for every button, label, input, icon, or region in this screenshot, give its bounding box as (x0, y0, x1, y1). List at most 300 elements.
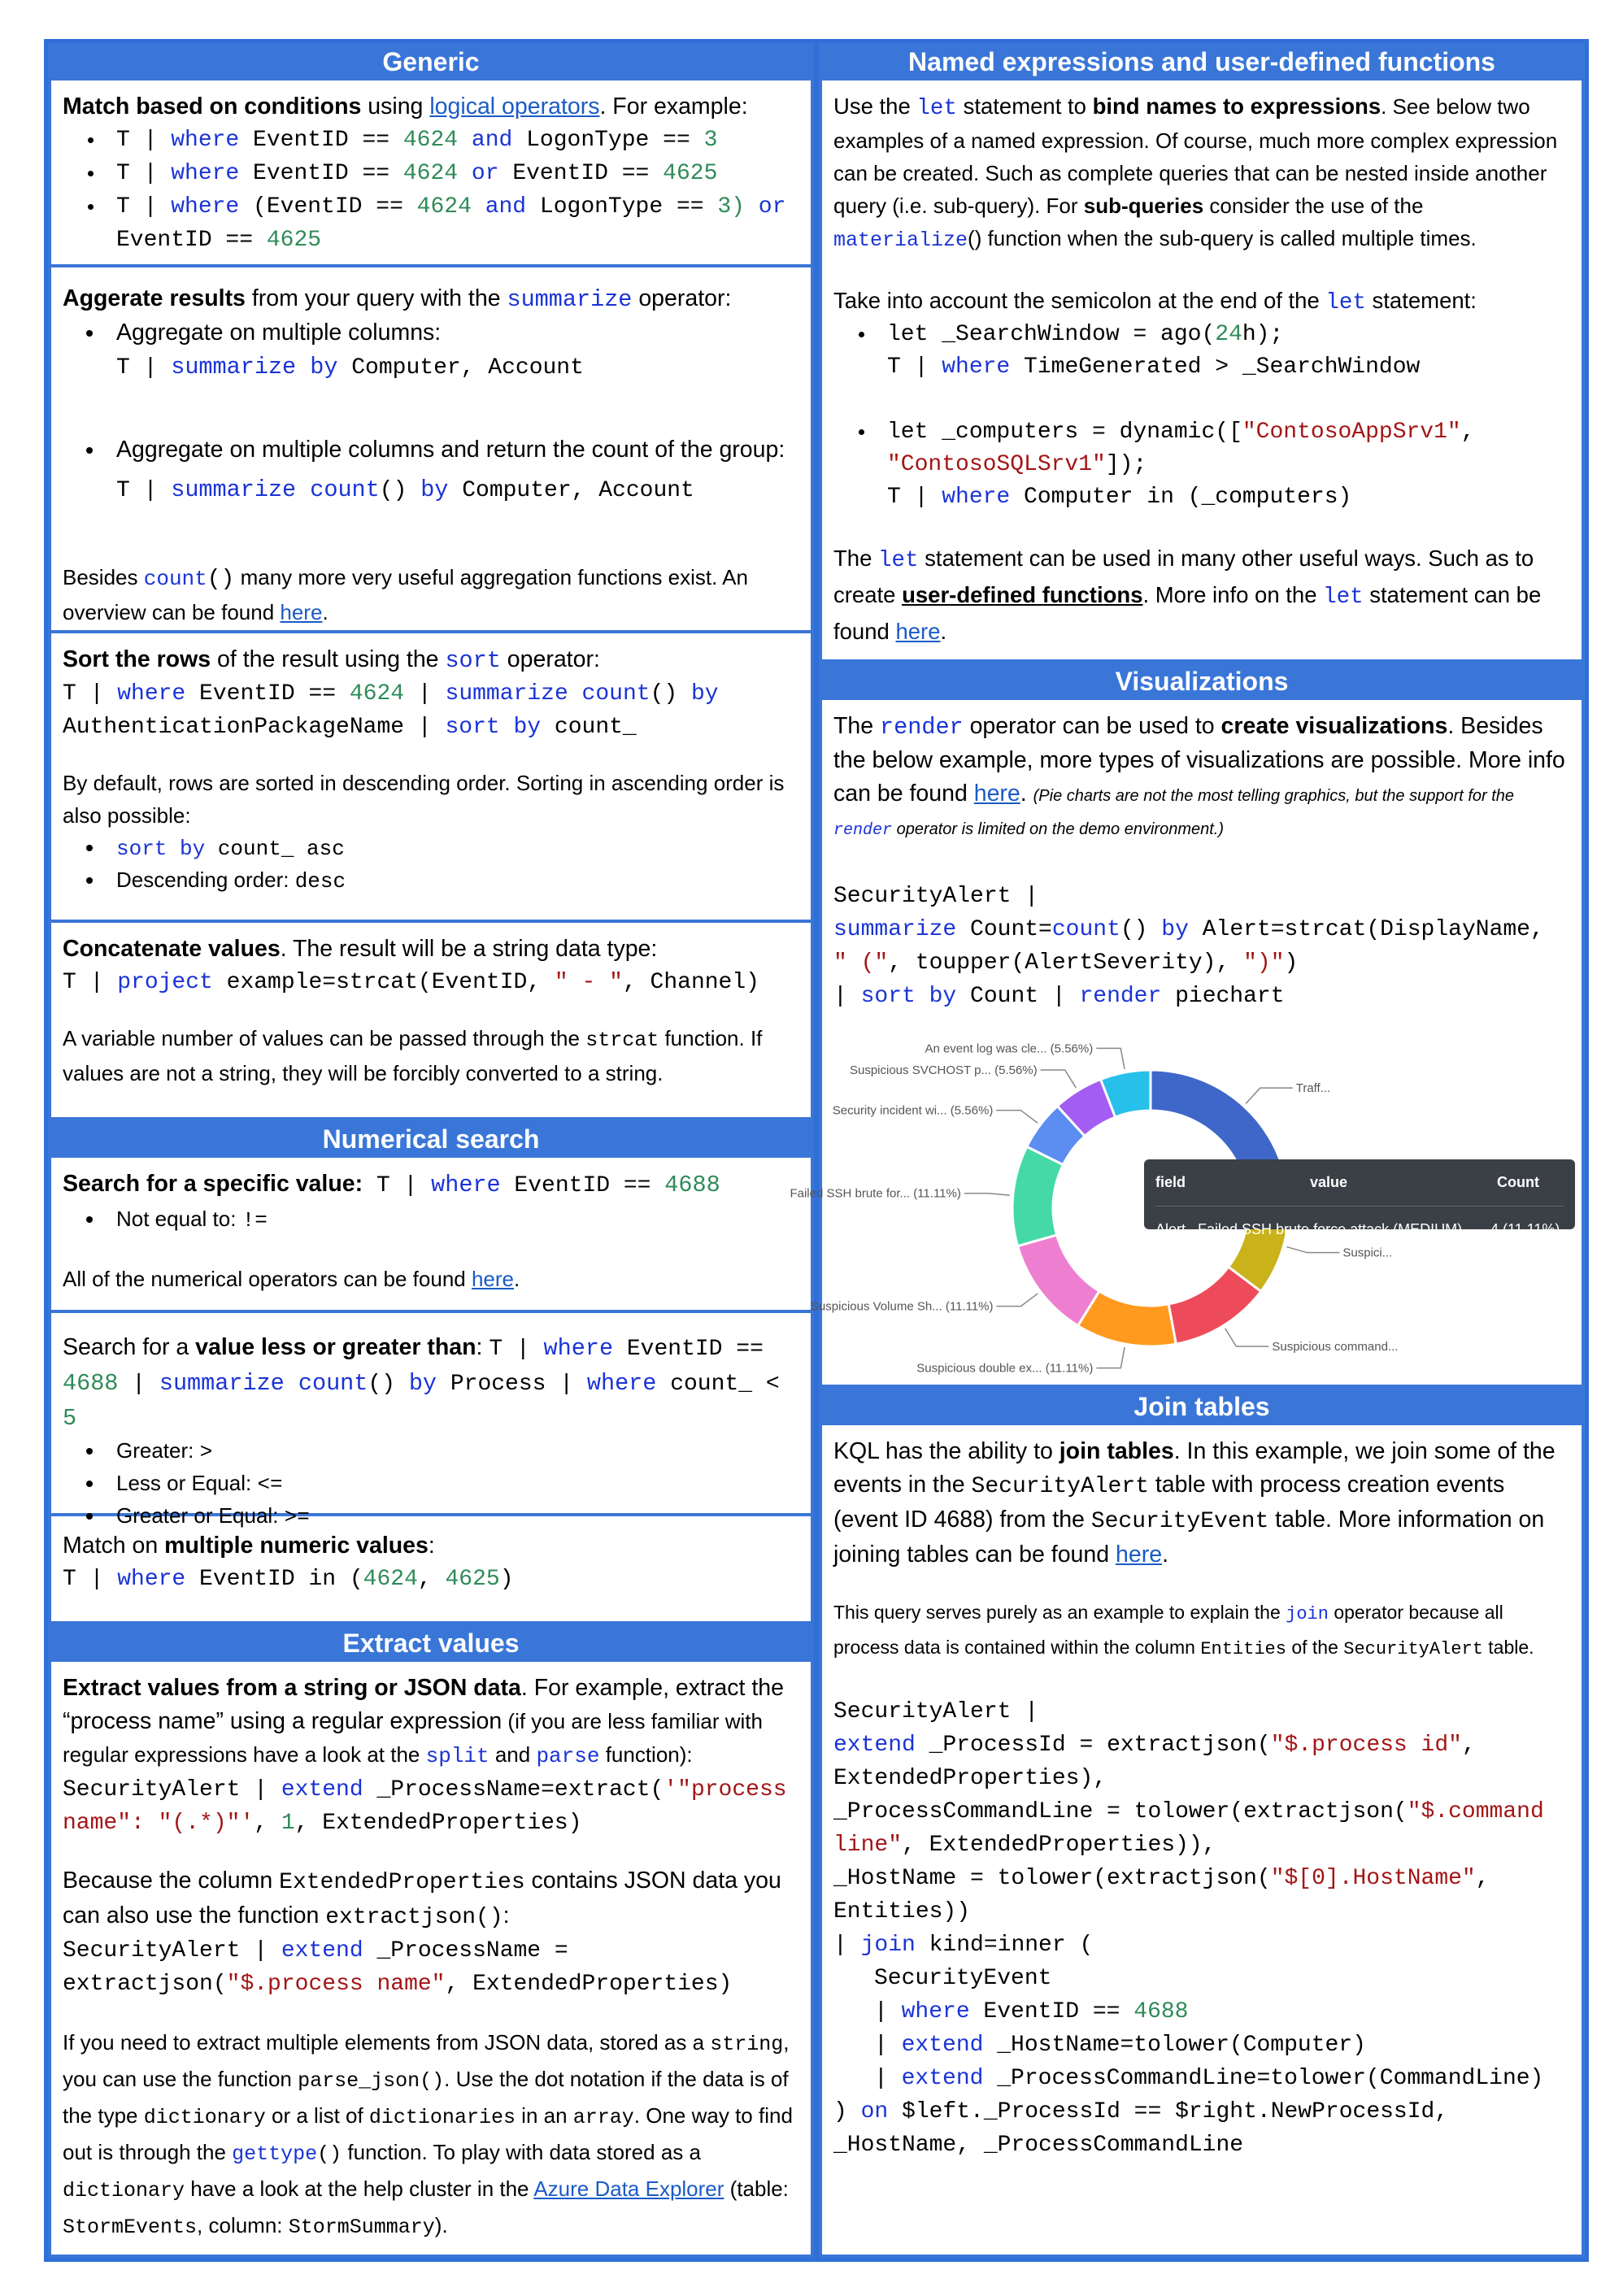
code: dictionaries (368, 2105, 516, 2129)
chart-tooltip (1144, 1159, 1575, 1237)
kw: where (117, 681, 186, 707)
num: 4624 (416, 194, 472, 220)
kw: by (690, 681, 719, 707)
code: | (118, 1372, 159, 1398)
named-p3 (833, 541, 1570, 649)
code: T | (116, 478, 172, 503)
let-statement-link[interactable]: here (895, 619, 941, 644)
azure-data-explorer-link[interactable]: Azure Data Explorer (533, 2176, 724, 2201)
kw: let (1325, 290, 1366, 315)
code: SecurityAlert | (833, 884, 1039, 909)
kw: extend (901, 2066, 984, 2091)
pie-leader-line (996, 1111, 1038, 1124)
note: (Pie charts are not the most telling graphics, but the support for the (1033, 787, 1515, 805)
multi-lead: multiple numeric values (164, 1533, 429, 1559)
text: This query serves purely as an example to explain the (833, 1602, 1286, 1623)
text: Greater: (116, 1438, 200, 1463)
code: T | (116, 355, 172, 380)
pie-leader-line (996, 1294, 1038, 1307)
text: . More info on the (1142, 582, 1324, 607)
aggregate-lead: Aggerate results (63, 285, 246, 311)
code: piechart (1161, 984, 1285, 1009)
code: SecurityEvent (874, 1966, 1052, 1991)
text: Take into account the semicolon at the end of the (833, 288, 1326, 313)
code: (EventID == (239, 194, 417, 220)
code: extractjson( (63, 1971, 227, 1997)
code: , toupper(AlertSeverity), (888, 950, 1244, 976)
text: or a list of (265, 2102, 369, 2128)
str: "$.process id" (1270, 1733, 1462, 1758)
kw: materialize (833, 228, 968, 252)
text: consider the use of the (1203, 194, 1424, 218)
code: EventID == (613, 1337, 764, 1363)
code: _ProcessCommandLine = tolower(extractjson( (833, 1799, 1408, 1824)
str: "$.process name" (226, 1971, 446, 1997)
code: T | (116, 128, 172, 153)
kw: summarize count (159, 1370, 368, 1398)
kw: let (1323, 585, 1364, 610)
kw: where (586, 1370, 657, 1398)
code: | (874, 1999, 902, 2024)
aggregate-item-2 (105, 430, 799, 511)
kw: let (916, 96, 957, 121)
code: EventID == (500, 1173, 665, 1199)
pie-leader-line (1286, 1247, 1339, 1253)
pie-leader-line (1041, 1070, 1077, 1088)
code: T | (63, 681, 118, 707)
note: operator is limited on the demo environment.) (892, 820, 1224, 838)
num: 4624 (363, 1567, 418, 1593)
str: "ContosoAppSrv1" (1242, 420, 1461, 445)
num: 4625 (266, 228, 322, 253)
code: T | (887, 354, 942, 380)
code: _HostName = tolower(extractjson( (833, 1866, 1271, 1891)
str: ")" (1243, 950, 1285, 976)
kw: render (833, 821, 893, 840)
pie-leader-line (1096, 1347, 1125, 1368)
kw: where (543, 1335, 614, 1363)
code: , ExtendedProperties)), (902, 1833, 1216, 1858)
code: | (833, 1933, 861, 1958)
code: _HostName=tolower(Computer) (983, 2033, 1366, 2058)
join-p2 (833, 1596, 1570, 1666)
code: EventID == (239, 128, 403, 153)
code: Computer, Account (337, 355, 584, 380)
text: function. If values are not a string, they will be forcibly converted to a string. (63, 1025, 763, 1085)
kw: extend (281, 1937, 363, 1963)
range-box (48, 1313, 814, 1530)
code: dictionary (143, 2105, 266, 2129)
code: , ExtendedProperties) (445, 1971, 733, 1997)
match-lead-rest: using (361, 93, 430, 120)
kw: and (458, 128, 513, 153)
code: example=strcat(EventID, (212, 969, 555, 995)
code: () (1120, 917, 1162, 942)
kw: extend (281, 1776, 363, 1802)
text: Use the (833, 93, 917, 119)
text: statement can be used in many other useful ways. Such as to create (833, 546, 1534, 607)
text: . (514, 1267, 520, 1292)
pie-leader-line (1225, 1328, 1269, 1346)
code: | (833, 984, 861, 1009)
str: "$[0].HostName" (1270, 1866, 1476, 1891)
text: table. (1482, 1637, 1534, 1658)
code: >= (284, 1505, 310, 1530)
text: . For example, extract the “process name” using a regular expression (63, 1674, 784, 1734)
str: "$.command (1407, 1799, 1544, 1824)
str: " (" (833, 950, 889, 976)
code: _ProcessName = (363, 1937, 568, 1963)
code: EventID == (498, 161, 664, 186)
text: If you need to extract multiple elements from JSON data, stored as a (63, 2029, 711, 2055)
text: . See below two examples of a named expression. Of course, much more complex expression can be created. Such as complete queries that can be nested inside another query (i.e. sub-query). For (833, 94, 1558, 218)
code: EventID == (185, 681, 350, 707)
code: T | (887, 485, 942, 510)
text: . (1020, 781, 1033, 807)
kw: where (942, 485, 1011, 510)
bold: bind names to expressions (1092, 93, 1382, 119)
code: let _SearchWindow = ago( (887, 322, 1216, 347)
num: 3) (717, 194, 745, 220)
text: statement: (1365, 288, 1477, 313)
str: " - " (554, 969, 623, 995)
let-examples (876, 319, 1570, 514)
text: (table: (724, 2176, 789, 2201)
match-examples-list (105, 124, 799, 257)
text: (if you are less familiar with regular expressions have a look at the (63, 1708, 763, 1767)
kw: count (143, 567, 207, 591)
text: many more very useful aggregation functions exist. An overview can be found (63, 565, 748, 624)
text: , you can use the function (63, 2029, 790, 2091)
match-conditions-box (48, 80, 814, 267)
code: extractjson() (325, 1904, 503, 1930)
code: StormEvents (63, 2215, 198, 2239)
concat-box (48, 923, 814, 1120)
code: $left._ProcessId == $right.NewProcessId, (888, 2099, 1449, 2124)
less-equal-item (105, 1468, 799, 1500)
num: 4625 (663, 161, 718, 186)
text: The (833, 713, 881, 739)
text: of the (1286, 1637, 1344, 1658)
pie-label: Suspicious command... (1272, 1340, 1399, 1355)
code: , Channel) (622, 969, 759, 995)
code: != (241, 1208, 268, 1233)
kw: by (1161, 917, 1189, 942)
kw: by (408, 1370, 437, 1398)
greater-item (105, 1435, 799, 1468)
text: Aggregate on multiple columns and return the count of the group: (116, 437, 785, 463)
code: ) (499, 1567, 514, 1593)
code: Count= (956, 917, 1052, 942)
code: ExtendedProperties (279, 1869, 525, 1895)
tooltip-field-header: field (1155, 1174, 1186, 1190)
num: 24 (1215, 322, 1242, 347)
text: Not equal to: (116, 1207, 242, 1232)
text: from your query with the (245, 285, 507, 311)
num: 4624 (349, 681, 405, 707)
code: LogonType == (512, 128, 704, 153)
tooltip-value: Failed SSH brute force attack (MEDIUM) (1198, 1221, 1463, 1237)
section-header-join: Join tables (819, 1388, 1585, 1425)
left-column (48, 43, 814, 2258)
code: EventID == (116, 228, 267, 253)
str: line" (833, 1833, 903, 1858)
code: EventID in ( (185, 1567, 363, 1593)
kw: extend (901, 2033, 984, 2058)
extract-lead: Extract values from a string or JSON data (63, 1674, 521, 1701)
pie-label: Failed SSH brute for... (11.11%) (790, 1186, 961, 1201)
kw: summarize (833, 917, 957, 942)
kw: where (117, 1567, 186, 1593)
multi-code (63, 1563, 799, 1596)
tooltip-value-header: value (1310, 1174, 1348, 1190)
code: | (874, 2033, 902, 2058)
extract-code-1 (63, 1773, 799, 1840)
code: h); (1242, 322, 1284, 347)
code: T | (116, 194, 172, 220)
cheat-sheet-frame (44, 39, 1589, 2262)
let-example-2 (876, 416, 1570, 514)
join-tables-link[interactable]: here (1116, 1542, 1163, 1568)
kw: summarize count (171, 476, 380, 503)
text: table with process creation events (event ID 4688) from the (833, 1472, 1505, 1533)
aggregate-item-1 (105, 316, 799, 385)
specific-list (105, 1202, 799, 1237)
kw: join (1286, 1604, 1329, 1624)
kw: sort by (860, 984, 957, 1009)
aggregate-box (48, 267, 814, 633)
text: KQL has the ability to (833, 1438, 1060, 1464)
sort-box (48, 633, 814, 923)
bold: user-defined functions (902, 582, 1143, 607)
kw: sort (445, 647, 501, 674)
text: () function when the sub-query is called multiple times. (968, 226, 1477, 250)
numerical-operators-link[interactable]: here (471, 1267, 515, 1292)
kw: summarize count (445, 681, 651, 707)
code: count_ < (656, 1372, 780, 1398)
code: ExtendedProperties), (833, 1766, 1107, 1791)
operators-note (63, 1263, 799, 1295)
text: operator can be used to (963, 713, 1221, 739)
kw: where (171, 194, 240, 220)
code: SecurityAlert (971, 1474, 1149, 1499)
code: T | (116, 161, 172, 186)
named-p2 (833, 285, 1570, 319)
text: Greater or Equal: (116, 1503, 285, 1528)
pie-leader-line (964, 1194, 1010, 1195)
str: "ContosoSQLSrv1" (887, 452, 1106, 477)
logical-operators-link[interactable]: logical operators (429, 93, 600, 120)
kw: where (431, 1172, 501, 1199)
num: 4688 (1133, 1999, 1189, 2024)
code: _ProcessName=extract( (363, 1776, 664, 1802)
code: , (1461, 1733, 1476, 1758)
code: dictionary (63, 2178, 185, 2203)
code: , ExtendedProperties) (294, 1810, 582, 1836)
text: . Use the dot notation if the data is of the type (63, 2066, 789, 2128)
text: Because the column (63, 1867, 280, 1894)
num: 4624 (402, 161, 459, 186)
pie-label: An event log was cle... (5.56%) (925, 1041, 1094, 1056)
code: count_ (541, 715, 637, 740)
code: SecurityAlert | (63, 1776, 281, 1802)
code: | (874, 2066, 902, 2091)
kw: summarize by (171, 354, 338, 380)
right-column (790, 43, 1585, 2258)
kw: gettype (232, 2142, 318, 2166)
code: ]); (1105, 452, 1147, 477)
match-example-3 (105, 190, 799, 257)
pie-slice[interactable] (1018, 1235, 1099, 1326)
concat-lead: Concatenate values (63, 935, 281, 962)
kw: split (425, 1743, 490, 1768)
code: Computer, Account (448, 478, 694, 503)
visualizations-link[interactable]: here (973, 781, 1020, 807)
section-header-named: Named expressions and user-defined functions (819, 43, 1585, 80)
aggregation-functions-link[interactable]: here (280, 600, 323, 624)
kw: let (878, 548, 919, 573)
kw: and (471, 194, 527, 220)
text: function. To play with data stored as a (342, 2139, 701, 2164)
code: Entities)) (833, 1899, 971, 1924)
range-lead: value less or greater than (195, 1334, 476, 1361)
sort-list (105, 832, 799, 897)
str: '"process name": "(.*)"' (63, 1776, 787, 1836)
code: AuthenticationPackageName | (63, 715, 446, 740)
visual-p (833, 710, 1570, 844)
match-lead: Match based on conditions (63, 93, 362, 120)
text: table. More information on joining tables can be found (833, 1507, 1545, 1568)
kw: by (420, 476, 449, 503)
kw: where (171, 161, 240, 186)
code: , (417, 1567, 446, 1593)
pie-label: Suspici... (1342, 1246, 1393, 1260)
bold: create visualizations (1221, 713, 1448, 739)
code: Computer in (_computers) (1010, 485, 1352, 510)
text: . One way to find out is through the (63, 2102, 793, 2164)
bold: join tables (1059, 1438, 1174, 1464)
visual-code (833, 880, 1570, 1013)
section-header-numerical: Numerical search (48, 1120, 814, 1158)
text: operator: (632, 285, 732, 311)
sort-desc-item (105, 864, 799, 897)
extract-p2 (63, 1864, 799, 1934)
kw: or (458, 161, 499, 186)
sort-code (63, 677, 799, 744)
code: kind=inner ( (915, 1933, 1094, 1958)
text: : (503, 1902, 510, 1929)
code: Process | (437, 1372, 587, 1398)
join-box (819, 1425, 1585, 2258)
code: EventID == (969, 1999, 1134, 2024)
code: ) (1284, 950, 1299, 976)
code: , (1460, 420, 1475, 445)
text: Less or Equal: (116, 1471, 258, 1496)
kw: on (860, 2099, 889, 2124)
text: Search for a (63, 1334, 196, 1361)
kw: sort by (116, 837, 206, 861)
num: 5 (63, 1405, 77, 1433)
kw: where (942, 354, 1011, 380)
named-expressions-box (819, 80, 1585, 663)
code: ) (833, 2099, 861, 2124)
kw: or (744, 194, 786, 220)
code: _HostName, _ProcessCommandLine (833, 2133, 1244, 2158)
code: _ProcessId = extractjson( (915, 1733, 1271, 1758)
pie-label: Suspicious double ex... (11.11%) (916, 1361, 1094, 1376)
text: in an (515, 2102, 573, 2128)
text: . (322, 600, 329, 624)
code: Alert=strcat(DisplayName, (1188, 917, 1544, 942)
code: SecurityEvent (1090, 1509, 1269, 1534)
code: SecurityAlert | (833, 1699, 1039, 1724)
text: Besides (63, 565, 144, 589)
text: and (489, 1742, 537, 1767)
visualizations-box (790, 700, 1585, 1388)
num: 4688 (664, 1172, 720, 1199)
specific-lead: Search for a specific value: (63, 1171, 363, 1198)
code: string (710, 2032, 784, 2056)
code: () (379, 478, 421, 503)
text: contains JSON data you can also use the function (63, 1867, 781, 1929)
code: () (317, 2142, 342, 2166)
extract-code-2 (63, 1934, 799, 2001)
join-code (833, 1695, 1570, 2162)
pie-label: Suspicious Volume Sh... (11.11%) (810, 1299, 994, 1314)
text: : (476, 1334, 490, 1361)
match-tail: . For example: (599, 93, 748, 120)
aggregate-list (105, 316, 799, 511)
text: operator because all process data is contained within the column (833, 1602, 1503, 1658)
sort-asc-item (105, 832, 799, 864)
text: : (428, 1533, 435, 1559)
num: 3 (703, 128, 718, 153)
code: LogonType == (526, 194, 718, 220)
tooltip-count: 4 (11.11%) (1490, 1221, 1560, 1237)
num: 1 (281, 1810, 295, 1836)
code: Count | (956, 984, 1080, 1009)
code: () (650, 681, 691, 707)
code: T | (363, 1173, 432, 1199)
sort-lead: Sort the rows (63, 646, 211, 672)
section-header-generic: Generic (48, 43, 814, 80)
specific-value-box (48, 1158, 814, 1313)
tooltip-count-header: Count (1497, 1174, 1539, 1190)
kw: render (880, 714, 964, 741)
pie-chart (790, 1013, 1570, 1403)
pie-leader-line (1096, 1048, 1125, 1069)
code: SecurityAlert | (63, 1937, 281, 1963)
text: Aggregate on multiple columns: (116, 320, 442, 346)
aggregate-besides (63, 561, 799, 628)
kw: project (117, 969, 213, 995)
kw: where (171, 128, 240, 153)
code: T | (63, 1567, 118, 1593)
code: Entities (1200, 1639, 1286, 1659)
code: <= (257, 1472, 283, 1498)
text: . (940, 619, 947, 644)
text: All of the numerical operators can be found (63, 1267, 472, 1292)
kw: sort by (445, 715, 542, 740)
text: statement can be found (833, 582, 1542, 644)
concat-note (63, 1022, 799, 1089)
num: 4624 (402, 128, 459, 153)
join-p1 (833, 1435, 1570, 1572)
multi-values-box (48, 1516, 814, 1624)
kw: summarize (507, 286, 633, 313)
code: SecurityAlert (1343, 1639, 1483, 1659)
section-header-extract: Extract values (48, 1624, 814, 1662)
